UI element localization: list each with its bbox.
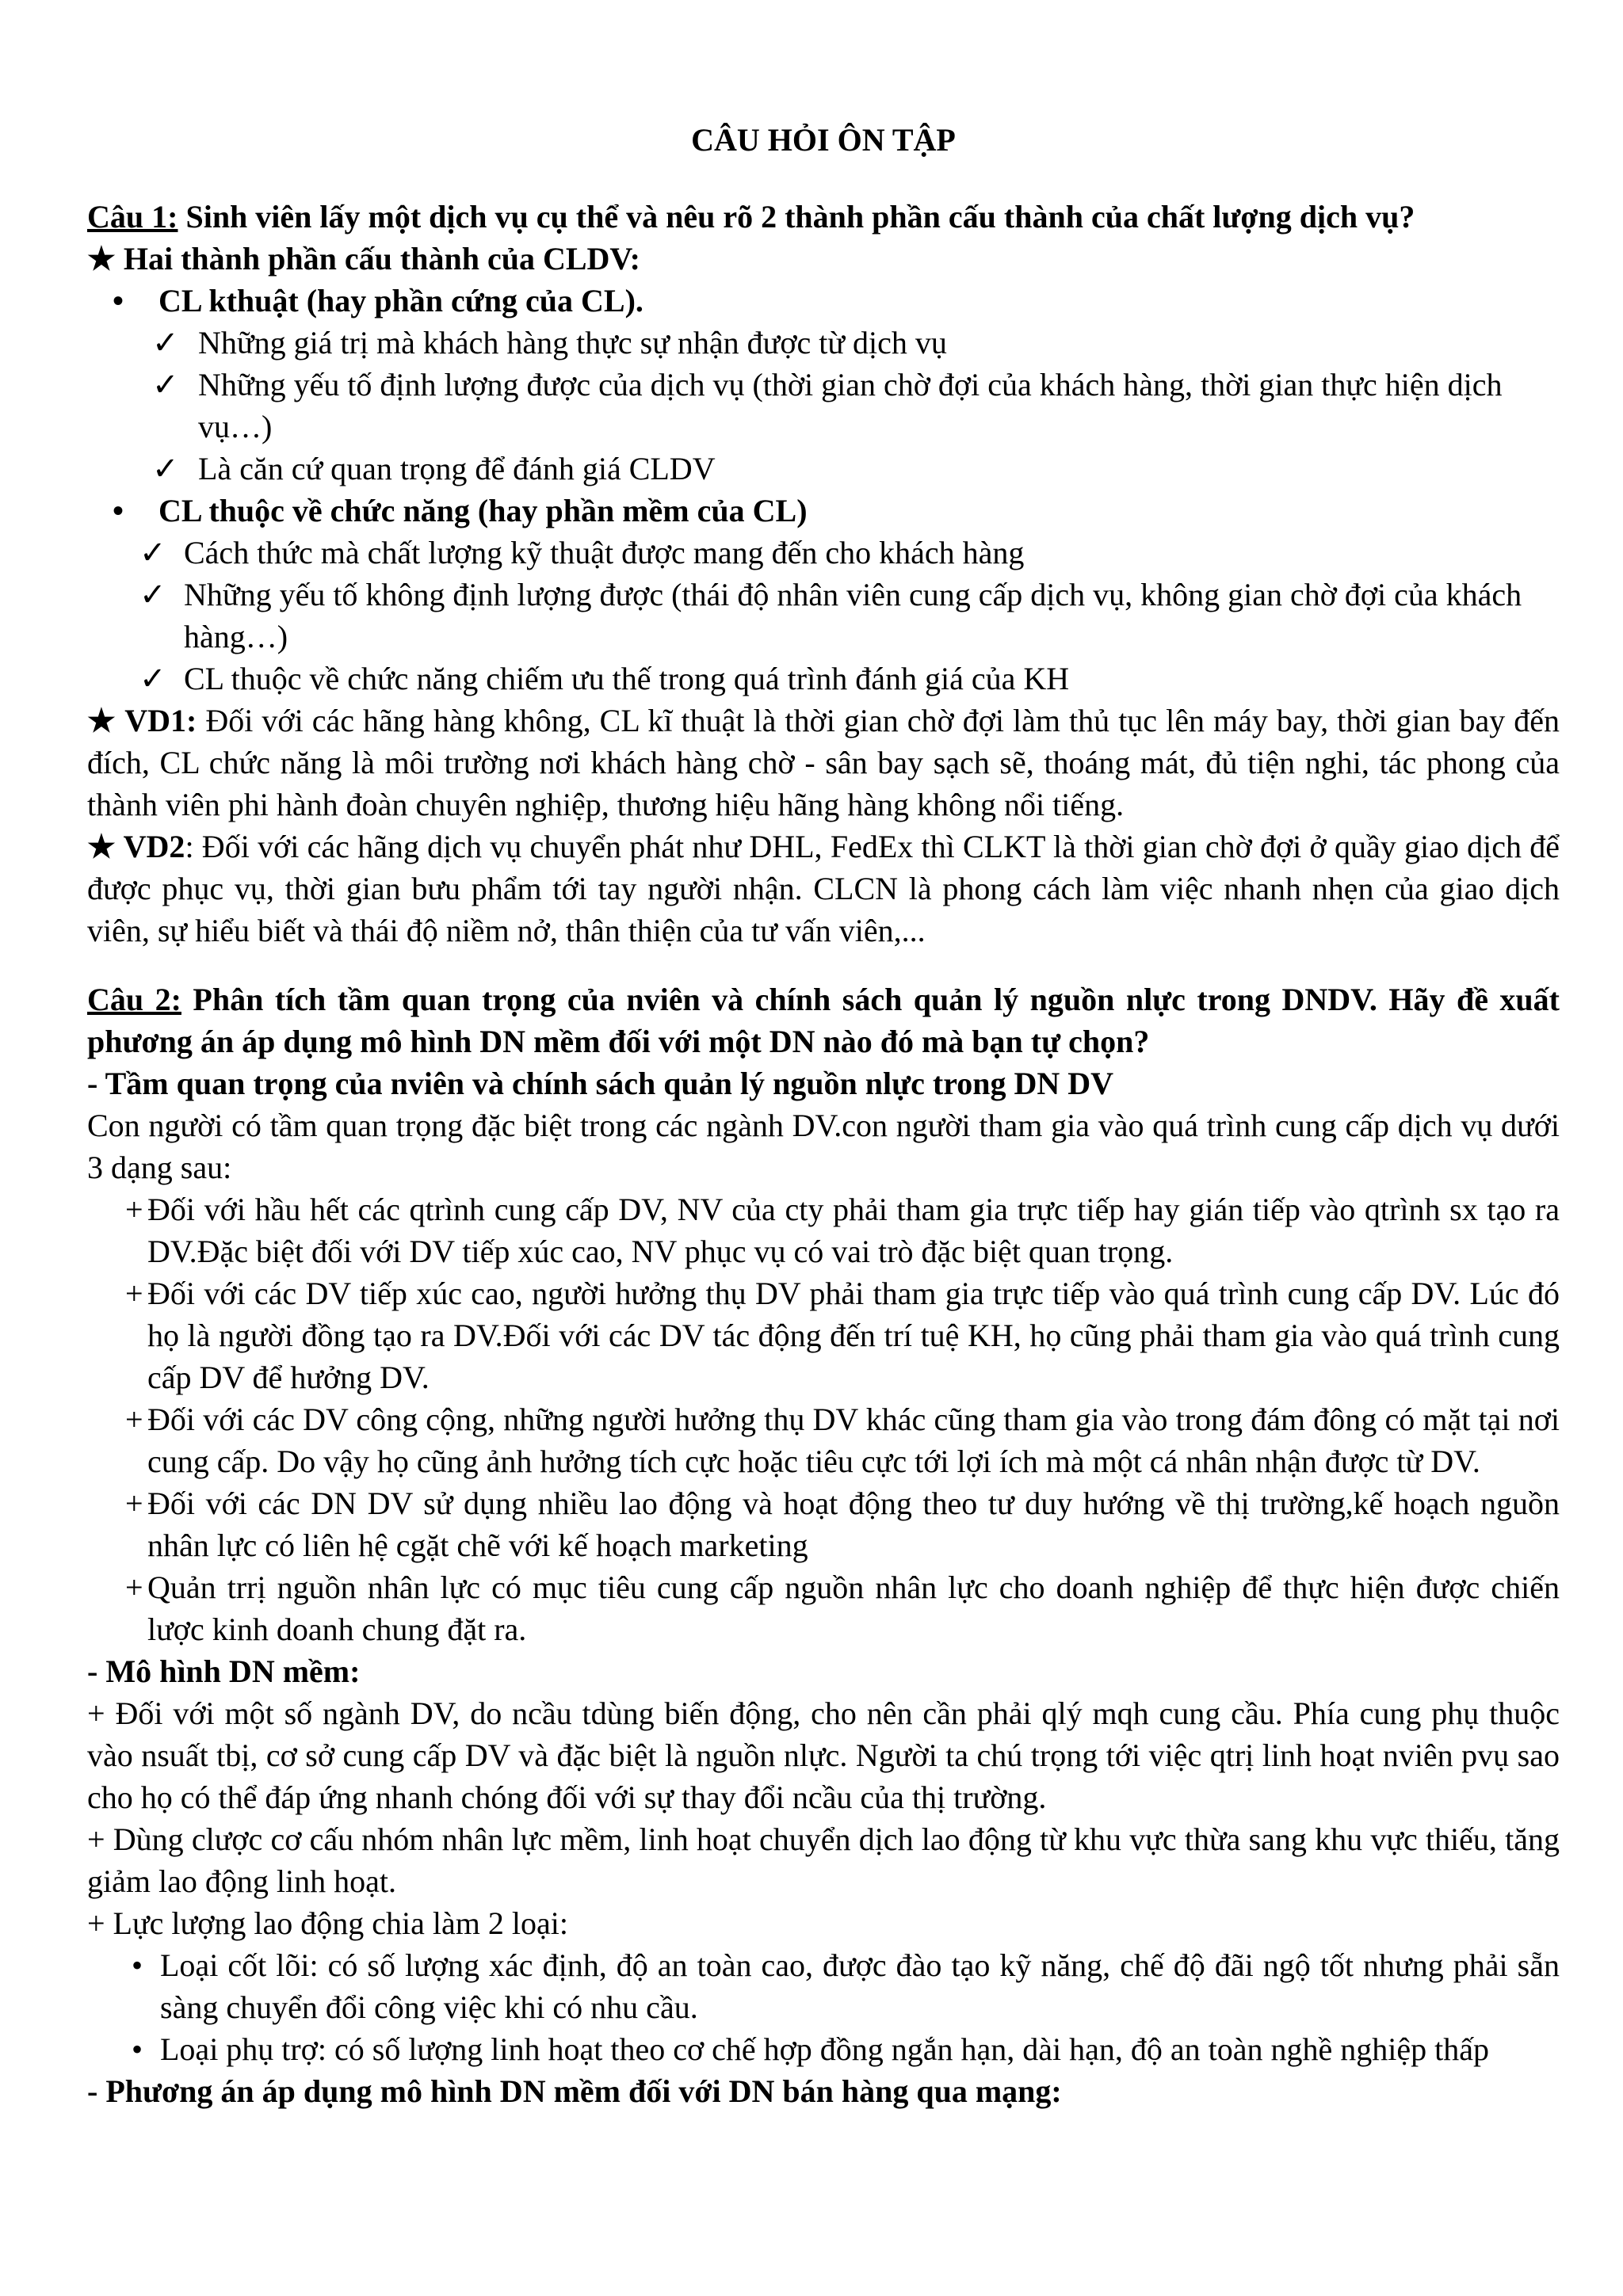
list-item: • Loại cốt lõi: có số lượng xác định, độ an toàn cao, được đào tạo kỹ năng, chế độ đãi ngộ tốt nhưng phải sẵn sàng chuyển đổi công việc khi có nhu cầu. bbox=[87, 1944, 1560, 2028]
plus-icon: + bbox=[125, 1402, 143, 1437]
soft-model-para: + Lực lượng lao động chia làm 2 loại: bbox=[87, 1905, 568, 1941]
q2-heading-plan: - Phương án áp dụng mô hình DN mềm đối với DN bán hàng qua mạng: bbox=[87, 2073, 1062, 2109]
soft-model-para: + Dùng clược cơ cấu nhóm nhân lực mềm, linh hoạt chuyển dịch lao động từ khu vực thừa sang khu vực thiếu, tăng giảm lao động linh hoạt. bbox=[87, 1821, 1560, 1899]
bullet-icon: • bbox=[132, 2031, 143, 2067]
question-1-number: Câu 1: bbox=[87, 199, 178, 235]
question-1 bbox=[87, 196, 1560, 238]
page-title: CÂU HỎI ÔN TẬP bbox=[691, 122, 956, 158]
list-item: ✓ Là căn cứ quan trọng để đánh giá CLDV bbox=[87, 448, 1560, 490]
question-2-text: Phân tích tầm quan trọng của nviên và chính sách quản lý nguồn nlực trong DNDV. Hãy đề xuất phương án áp dụng mô hình DN mềm đối với một DN nào đó mà bạn tự chọn? bbox=[87, 982, 1560, 1059]
q2-heading-importance: - Tầm quan trọng của nviên và chính sách quản lý nguồn nlực trong DN DV bbox=[87, 1066, 1114, 1101]
check-icon: ✓ bbox=[139, 661, 166, 696]
question-2-number: Câu 2: bbox=[87, 982, 181, 1017]
check-icon: ✓ bbox=[152, 325, 179, 360]
q1-part2-items bbox=[87, 532, 1560, 700]
list-item: + Đối với hầu hết các qtrình cung cấp DV, NV của cty phải tham gia trực tiếp hay gián tiếp vào qtrình sx tạo ra DV.Đặc biệt đối với DV tiếp xúc cao, NV phục vụ có vai trò đặc biệt quan trọng. bbox=[87, 1188, 1560, 1272]
soft-model-para: + Đối với một số ngành DV, do ncầu tdùng biến động, cho nên cần phải qlý mqh cung cầu. Phía cung phụ thuộc vào nsuất tbị, cơ sở cung cấp DV và đặc biệt là nguồn nlực. Người ta chú trọng tới việc qtrị linh hoạt nviên pvụ sao cho họ có thể đáp ứng nhanh chóng đối với sự thay đổi ncầu của thị trường. bbox=[87, 1695, 1560, 1815]
q2-plus-list bbox=[87, 1188, 1560, 1650]
spacer bbox=[87, 952, 1560, 978]
list-item: ✓ Những giá trị mà khách hàng thực sự nhận được từ dịch vụ bbox=[87, 322, 1560, 364]
check-icon: ✓ bbox=[152, 451, 179, 486]
bullet-icon: • bbox=[132, 1947, 143, 1983]
list-item: + Đối với các DV tiếp xúc cao, người hưởng thụ DV phải tham gia trực tiếp vào quá trình cung cấp DV. Lúc đó họ là người đồng tạo ra DV.Đối với các DV tác động đến trí tuệ KH, họ cũng phải tham gia vào quá trình cung cấp DV để hưởng DV. bbox=[87, 1272, 1560, 1398]
question-1-text: Sinh viên lấy một dịch vụ cụ thể và nêu rõ 2 thành phần cấu thành của chất lượng dịch vụ? bbox=[178, 199, 1415, 235]
example-1-label: ★ VD1: bbox=[87, 703, 197, 738]
example-1: ★ VD1: Đối với các hãng hàng không, CL kĩ thuật là thời gian chờ đợi làm thủ tục lên máy bay, thời gian bay đến đích, CL chức năng là môi trường nơi khách hàng chờ - sân bay sạch sẽ, thoáng mát, đủ tiện nghi, tác phong của thành viên phi hành đoàn chuyên nghiệp, thương hiệu hãng hàng không nổi tiếng. bbox=[87, 703, 1560, 822]
plus-icon: + bbox=[125, 1486, 143, 1521]
list-item: + Quản trrị nguồn nhân lực có mục tiêu cung cấp nguồn nhân lực cho doanh nghiệp để thực hiện được chiến lược kinh doanh chung đặt ra. bbox=[87, 1566, 1560, 1650]
list-item: • Loại phụ trợ: có số lượng linh hoạt theo cơ chế hợp đồng ngắn hạn, dài hạn, độ an toàn nghề nghiệp thấp bbox=[87, 2028, 1560, 2070]
list-item: ✓ Những yếu tố không định lượng được (thái độ nhân viên cung cấp dịch vụ, không gian chờ đợi của khách hàng…) bbox=[87, 574, 1560, 658]
question-2 bbox=[87, 978, 1560, 1062]
plus-icon: + bbox=[125, 1192, 143, 1227]
check-icon: ✓ bbox=[152, 367, 179, 402]
check-icon: ✓ bbox=[139, 535, 166, 570]
plus-icon: + bbox=[125, 1276, 143, 1311]
example-2: ★ VD2: Đối với các hãng dịch vụ chuyển phát như DHL, FedEx thì CLKT là thời gian chờ đợi ở quầy giao dịch để được phục vụ, thời gian bưu phẩm tới tay người nhận. CLCN là phong cách làm việc nhanh nhẹn của giao dịch viên, sự hiểu biết và thái độ niềm nở, thân thiện của tư vấn viên,... bbox=[87, 829, 1560, 948]
q1-part2-title: • CL thuộc về chức năng (hay phần mềm của CL) bbox=[87, 490, 1560, 532]
q1-heading: ★ Hai thành phần cấu thành của CLDV: bbox=[87, 241, 640, 277]
list-item: ✓ Những yếu tố định lượng được của dịch vụ (thời gian chờ đợi của khách hàng, thời gian thực hiện dịch vụ…) bbox=[87, 364, 1560, 448]
list-item: ✓ Cách thức mà chất lượng kỹ thuật được mang đến cho khách hàng bbox=[87, 532, 1560, 574]
q1-part2-list bbox=[87, 490, 1560, 532]
list-item: + Đối với các DV công cộng, những người hưởng thụ DV khác cũng tham gia vào trong đám đông có mặt tại nơi cung cấp. Do vậy họ cũng ảnh hưởng tích cực hoặc tiêu cực tới lợi ích mà một cá nhân nhận được từ DV. bbox=[87, 1398, 1560, 1482]
example-2-label: ★ VD2 bbox=[87, 829, 185, 864]
plus-icon: + bbox=[125, 1569, 143, 1605]
list-item: ✓ CL thuộc về chức năng chiếm ưu thế trong quá trình đánh giá của KH bbox=[87, 658, 1560, 700]
q1-part1-list bbox=[87, 280, 1560, 322]
q1-part1-items bbox=[87, 322, 1560, 490]
q1-part1-title: • CL kthuật (hay phần cứng của CL). bbox=[87, 280, 1560, 322]
q2-dot-list bbox=[87, 1944, 1560, 2070]
q2-intro: Con người có tầm quan trọng đặc biệt trong các ngành DV.con người tham gia vào quá trình cung cấp dịch vụ dưới 3 dạng sau: bbox=[87, 1108, 1560, 1185]
list-item: + Đối với các DN DV sử dụng nhiều lao động và hoạt động theo tư duy hướng về thị trường,kế hoạch nguồn nhân lực có liên hệ cgặt chẽ với kế hoạch marketing bbox=[87, 1482, 1560, 1566]
q2-heading-soft-model: - Mô hình DN mềm: bbox=[87, 1653, 361, 1689]
check-icon: ✓ bbox=[139, 577, 166, 612]
